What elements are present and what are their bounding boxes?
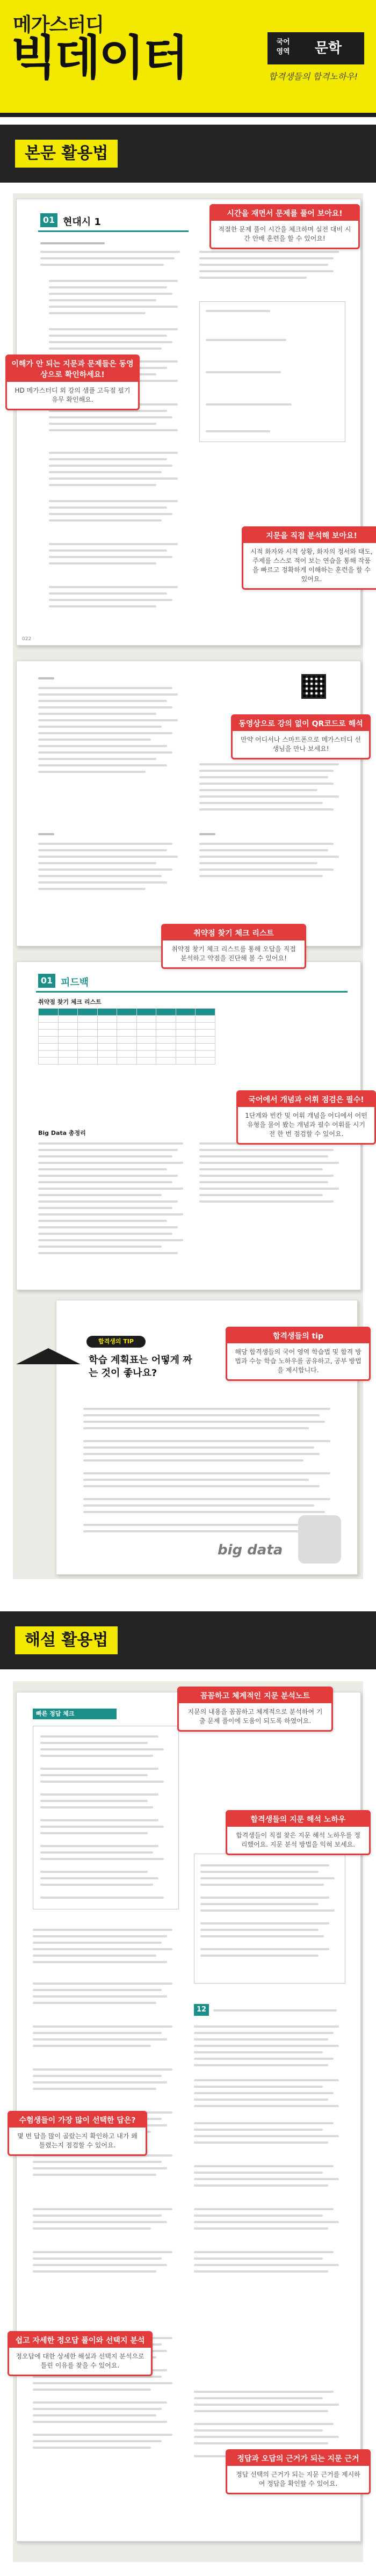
slogan: 합격생들의 합격노하우! <box>269 71 358 82</box>
tip-badge: 합격생의 TIP <box>86 1336 146 1348</box>
callout-answer-explanation <box>8 2331 153 2376</box>
chapter-title: 현대시 1 <box>63 216 101 228</box>
callout-weakness-checklist <box>161 924 306 969</box>
callout-time-check <box>209 204 360 249</box>
checklist-table <box>38 1008 215 1065</box>
callout-body: 정오답에 대한 상세한 해설과 선택지 분석으로 틀린 이유를 찾을 수 있어요. <box>16 2353 144 2369</box>
callout-reading-knowhow <box>226 1810 371 1855</box>
page-number: 022 <box>22 636 32 642</box>
callout-body: 만약 어디서나 스마트폰으로 메가스터디 선생님을 만나 보세요! <box>241 736 361 752</box>
callout-head: 취약점 찾기 체크 리스트 <box>163 925 305 940</box>
product-title: 빅데이터 <box>11 30 187 85</box>
callout-body: HD 메가스터디 외 강의 샘플 고득점 필기 유무 확인해요. <box>15 387 131 403</box>
callout-video-lecture <box>5 354 140 410</box>
section-title: 해설 활용법 <box>15 1626 118 1654</box>
chapter-number: 01 <box>40 213 57 227</box>
callout-popular-answer <box>8 2111 147 2156</box>
subject-badge <box>267 32 364 64</box>
solution-title: 빠른 정답 체크 <box>33 1709 117 1719</box>
callout-body: 정답 선택의 근거가 되는 지문 근거를 제시하여 정답을 확인할 수 있어요. <box>236 2471 360 2487</box>
section-title: 본문 활용법 <box>15 140 118 168</box>
badge-subject: 문학 <box>314 40 342 56</box>
callout-body: 취약점 찾기 체크 리스트를 통해 오답을 직접 분석하고 약점을 진단해 볼 수 있어요! <box>171 945 296 962</box>
graduation-cap-icon <box>16 1348 81 1364</box>
callout-head: 꼼꼼하고 체계적인 지문 분석노트 <box>179 1688 331 1703</box>
callout-qr-lecture <box>231 714 371 759</box>
header-banner <box>0 0 376 117</box>
callout-head: 국어에서 개념과 어휘 점검은 필수! <box>238 1092 374 1107</box>
section-banner-solution <box>0 1611 376 1669</box>
bigdata-summary-title: Big Data 총정리 <box>38 1130 86 1137</box>
brand-name: 메가스터디 <box>13 14 104 36</box>
chapter-rule <box>38 230 189 232</box>
callout-head: 합격생들의 지문 해석 노하우 <box>227 1812 369 1827</box>
callout-head: 이해가 안 되는 지문과 문제들은 동영상으로 확인하세요! <box>7 356 138 382</box>
sample-page-spread-2 <box>16 661 361 946</box>
feedback-title: 피드백 <box>61 977 89 988</box>
robot-mascot-icon <box>298 1515 341 1564</box>
callout-head: 시간을 재면서 문제를 풀어 보아요! <box>211 206 358 221</box>
callout-analysis-note <box>177 1687 333 1732</box>
badge-category: 국어 영역 <box>276 38 290 56</box>
callout-body: 지문의 내용을 꼼꼼하고 체계적으로 분석하여 기출 문제 풀이에 도움이 되도록 하였어요. <box>187 1708 323 1725</box>
feedback-number: 01 <box>38 974 55 988</box>
callout-body: 몇 번 답을 많이 골랐는지 확인하고 내가 왜 틀렸는지 점검할 수 있어요. <box>17 2132 138 2149</box>
callout-evidence <box>226 2449 371 2494</box>
callout-body: 합격생들이 직접 찾은 지문 해석 노하우를 정리했어요. 지문 분석 방법을 익혀 보세요. <box>236 1832 360 1848</box>
callout-body: 1단계와 빈칸 및 어휘 개념을 어디에서 어떤 유형을 물어 봤는 개념과 필수 어휘를 시기 전 한 번 점검할 수 있어요. <box>245 1112 367 1138</box>
callout-graduate-tip <box>226 1327 371 1381</box>
question-number: 12 <box>194 2004 209 2016</box>
callout-body: 해당 합격생들의 국어 영역 학습법 및 합격 방법과 수능 학습 노하우를 공유하고, 공부 방법을 제시합니다. <box>235 1348 361 1374</box>
callout-body: 시적 화자와 시적 상황, 화자의 정서와 태도, 주제를 스스로 적어 보는 연습을 통해 작품을 빠르고 정확하게 이해하는 훈련을 할 수 있어요. <box>250 548 373 583</box>
callout-head: 정답과 오답의 근거가 되는 지문 근거 <box>227 2451 369 2466</box>
header-underline <box>0 113 376 117</box>
analysis-note-box <box>33 1726 179 1909</box>
callout-body: 적절한 문제 풀이 시간을 체크하며 실전 대비 시간 안배 훈련을 할 수 있어요! <box>218 226 351 242</box>
callout-head: 수험생들이 가장 많이 선택한 답은? <box>9 2112 146 2128</box>
section-banner-body <box>0 125 376 183</box>
callout-head: 지문을 직접 분석해 보아요! <box>243 528 376 543</box>
answer-analysis-box <box>194 1854 345 1984</box>
callout-head: 합격생들의 tip <box>227 1328 369 1343</box>
callout-concept-vocab <box>236 1090 376 1145</box>
qr-code-icon[interactable] <box>301 674 326 699</box>
checklist-title: 취약점 찾기 체크 리스트 <box>38 998 102 1005</box>
callout-head: 쉽고 자세한 정오답 풀이와 선택지 분석 <box>9 2333 151 2348</box>
bigdata-logo: big data <box>218 1542 283 1558</box>
tip-question: 학습 계획표는 어떻게 짜는 것이 좋나요? <box>89 1355 192 1379</box>
callout-head: 동영상으로 강의 없이 QR코드로 해석 <box>233 716 369 731</box>
callout-text-analysis <box>242 526 376 590</box>
